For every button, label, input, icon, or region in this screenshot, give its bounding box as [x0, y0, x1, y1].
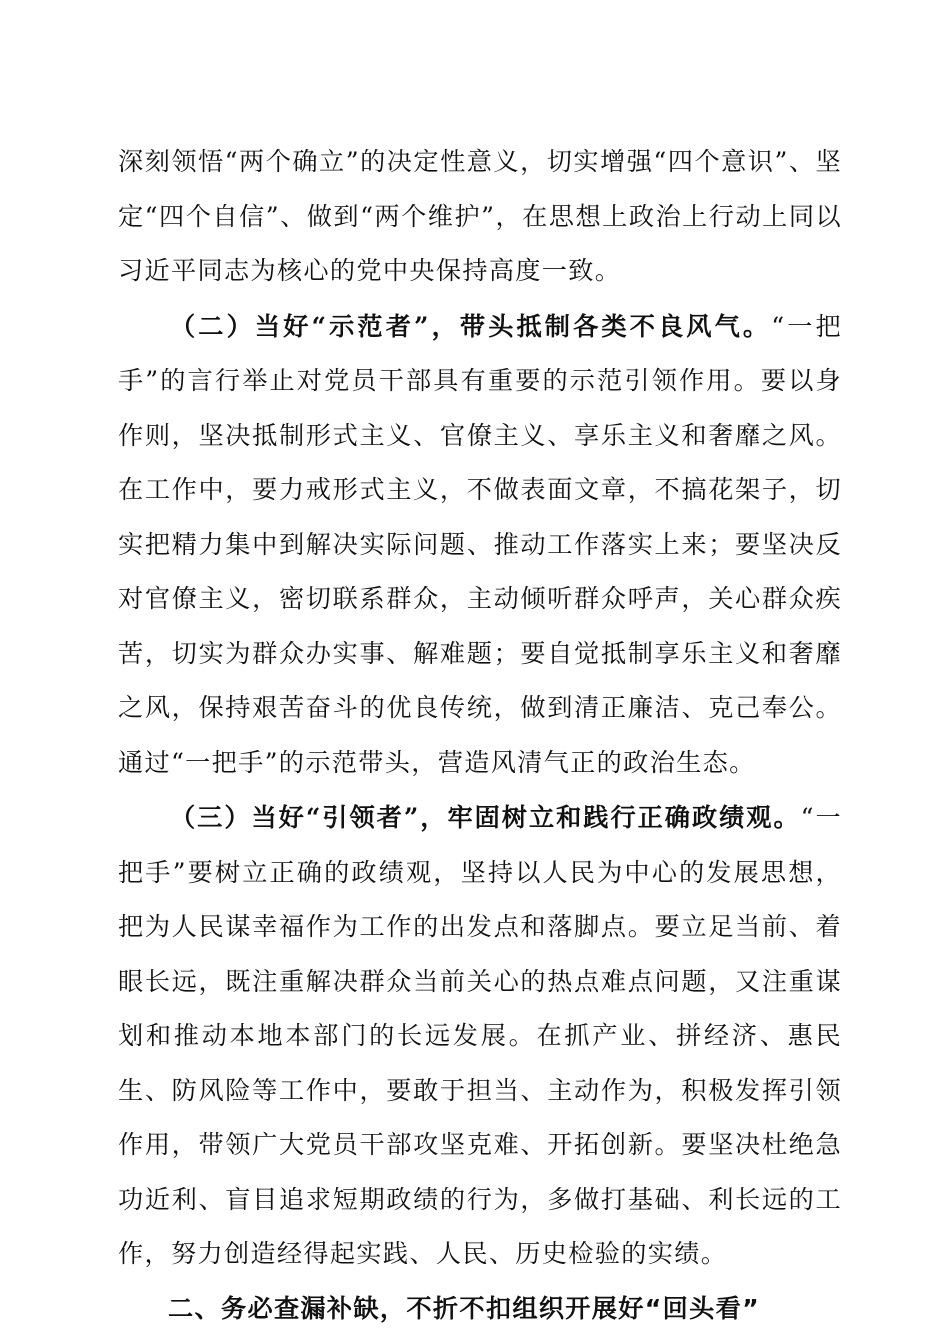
- paragraph-text: “一把手”要树立正确的政绩观，坚持以人民为中心的发展思想，把为人民谋幸福作为工作的出发点和落脚点。要立足当前、着眼长远，既注重解决群众当前关心的热点难点问题，又注重谋划和推动本地本部门的长远发展。在抓产业、拼经济、惠民生、防风险等工作中，要敢于担当、主动作为，积极发挥引领作用，带领广大党员干部攻坚克难、开拓创新。要坚决杜绝急功近利、盲目追求短期政绩的行为，多做打基础、利长远的工作，努力创造经得起实践、人民、历史检验的实绩。: [118, 803, 842, 1268]
- paragraph-lead-heading: （二）当好“示范者”，带头抵制各类不良风气。: [170, 310, 772, 341]
- document-body: [118, 135, 842, 1336]
- paragraph-lead-heading: （三）当好“引领者”，牢固树立和践行正确政绩观。: [170, 802, 801, 832]
- paragraph-text: “一把手”的言行举止对党员干部具有重要的示范引领作用。要以身作则，坚决抵制形式主义、官僚主义、享乐主义和奢靡之风。在工作中，要力戒形式主义，不做表面文章，不搞花架子，切实把精力集中到解决实际问题、推动工作落实上来；要坚决反对官僚主义，密切联系群众，主动倾听群众呼声，关心群众疾苦，切实为群众办实事、解难题；要自觉抵制享乐主义和奢靡之风，保持艰苦奋斗的优良传统，做到清正廉洁、克己奉公。通过“一把手”的示范带头，营造风清气正的政治生态。: [118, 311, 842, 777]
- paragraph-exemplar: [118, 299, 842, 791]
- paragraph-continuation: [118, 135, 842, 299]
- paragraph-leader: [118, 790, 842, 1282]
- section-heading: 二、务必查漏补缺，不折不扣组织开展好“回头看”: [168, 1293, 760, 1323]
- paragraph-text: 深刻领悟“两个确立”的决定性意义，切实增强“四个意识”、坚定“四个自信”、做到“两个维护”，在思想上政治上行动上同以习近平同志为核心的党中央保持高度一致。: [118, 147, 842, 285]
